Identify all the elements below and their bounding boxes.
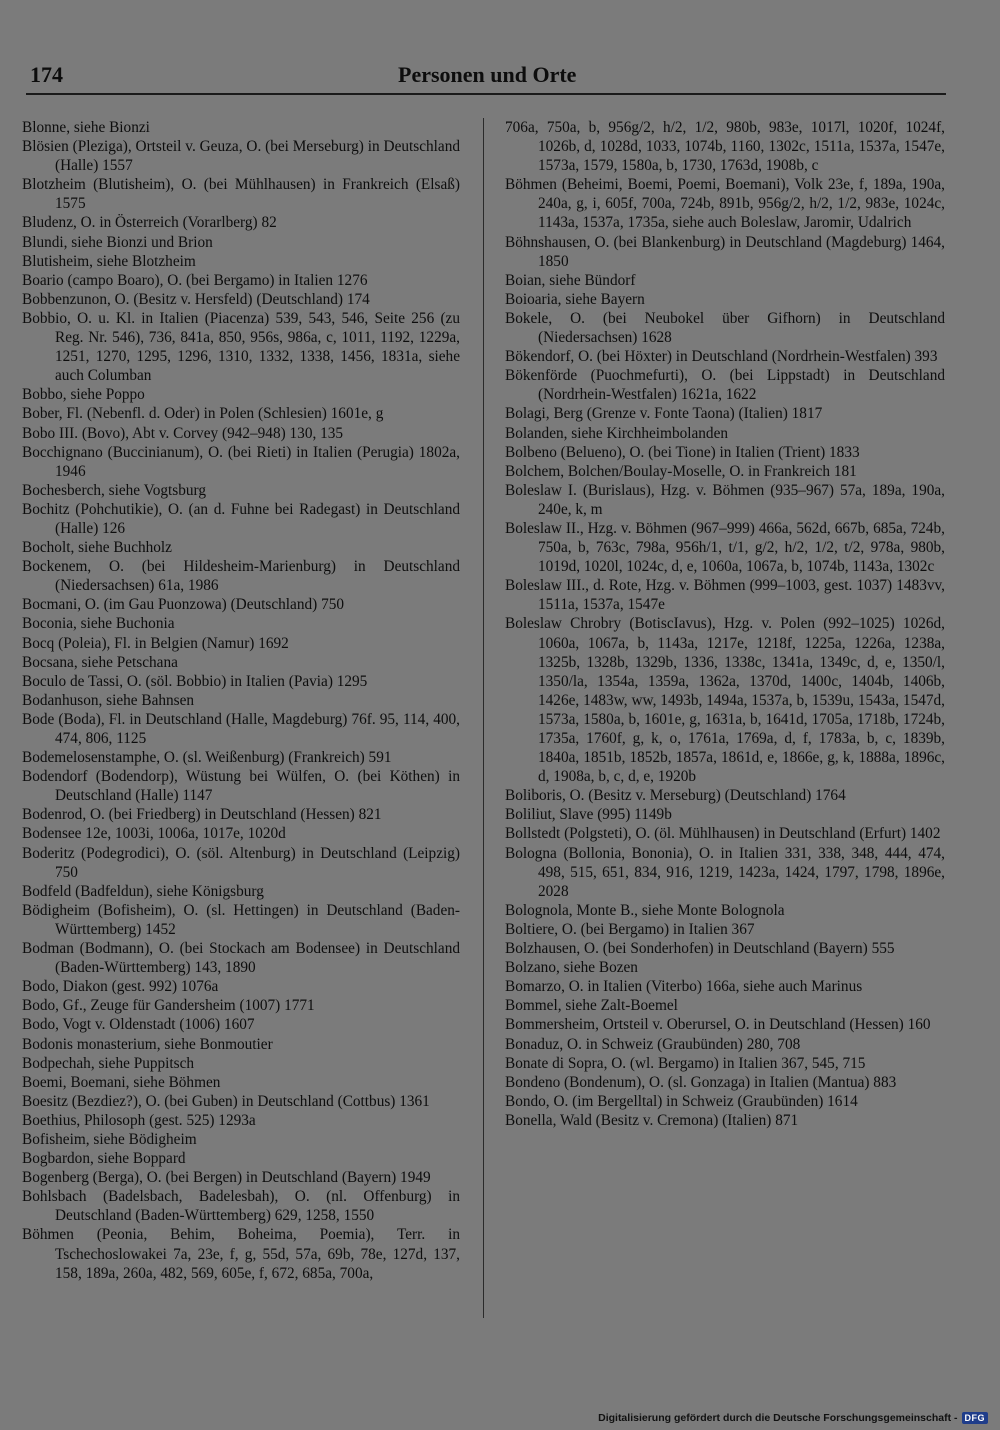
footer xyxy=(598,1412,988,1424)
index-entry: Bomarzo, O. in Italien (Viterbo) 166a, siehe auch Marinus xyxy=(505,978,863,996)
index-entry: Bonate di Sopra, O. (wl. Bergamo) in Italien 367, 545, 715 xyxy=(505,1054,866,1072)
index-entry: Boioaria, siehe Bayern xyxy=(505,290,645,308)
index-entry: Bodo, Gf., Zeuge für Gandersheim (1007) 1771 xyxy=(22,997,315,1015)
index-entry: 706a, 750a, b, 956g/2, h/2, 1/2, 980b, 983e, 1017l, 1020f, 1024f, 1026b, d, 1028d, 1033, 1074b, 1160, 1302c, 1511a, 1537a, 1547e, 1573a, 1579, 1580a, b, 1730, 1763d, 1908b, c xyxy=(505,119,945,175)
index-entry: Bodonis monasterium, siehe Bonmoutier xyxy=(22,1035,273,1053)
index-entry: Bogenberg (Berga), O. (bei Bergen) in Deutschland (Bayern) 1949 xyxy=(22,1169,431,1187)
column-divider xyxy=(483,118,484,1318)
index-entry: Blundi, siehe Bionzi und Brion xyxy=(22,233,213,251)
index-entry: Bode (Boda), Fl. in Deutschland (Halle, Magdeburg) 76f. 95, 114, 400, 474, 806, 1125 xyxy=(22,710,460,747)
page-header: Personen und Orte xyxy=(398,62,577,87)
index-entry: Bonella, Wald (Besitz v. Cremona) (Italien) 871 xyxy=(505,1111,799,1129)
index-entry: Boian, siehe Bündorf xyxy=(505,271,636,289)
index-entry: Bodman (Bodmann), O. (bei Stockach am Bodensee) in Deutschland (Baden-Württemberg) 143, 1890 xyxy=(22,940,460,977)
index-entry: Boculo de Tassi, O. (söl. Bobbio) in Italien (Pavia) 1295 xyxy=(22,672,368,690)
index-entry: Bochitz (Pohchutikie), O. (an d. Fuhne bei Radegast) in Deutschland (Halle) 126 xyxy=(22,500,460,537)
index-entry: Böhmen (Peonia, Behim, Boheima, Poemia), Terr. in Tschechoslowakei 7a, 23e, f, g, 55d, 57a, 69b, 78e, 127d, 137, 158, 189a, 260a, 482, 569, 605e, f, 672, 685a, 700a, xyxy=(22,1226,460,1282)
right-column xyxy=(505,118,945,1130)
index-entry: Boltiere, O. (bei Bergamo) in Italien 367 xyxy=(505,920,755,938)
index-entry: Bolognola, Monte B., siehe Monte Bolognola xyxy=(505,901,785,919)
index-entry: Bludenz, O. in Österreich (Vorarlberg) 82 xyxy=(22,214,277,232)
page-number: 174 xyxy=(30,62,63,87)
index-entry: Boliboris, O. (Besitz v. Merseburg) (Deutschland) 1764 xyxy=(505,787,846,805)
index-entry: Bolbeno (Belueno), O. (bei Tione) in Italien (Trient) 1833 xyxy=(505,443,860,461)
index-entry: Bobbenzunon, O. (Besitz v. Hersfeld) (Deutschland) 174 xyxy=(22,290,370,308)
index-entry: Böhmen (Beheimi, Boemi, Poemi, Boemani), Volk 23e, f, 189a, 190a, 240a, g, i, 605f, 700a, 724b, 891b, 956g/2, h/2, 1/2, 983e, 1024c, 1143a, 1537a, 1735a, siehe auch Boleslaw, Jaromir, Udalrich xyxy=(505,176,945,232)
index-entry: Bökendorf, O. (bei Höxter) in Deutschland (Nordrhein-Westfalen) 393 xyxy=(505,348,938,366)
index-entry: Boconia, siehe Buchonia xyxy=(22,615,175,633)
index-entry: Blonne, siehe Bionzi xyxy=(22,119,150,136)
index-entry: Bolagi, Berg (Grenze v. Fonte Taona) (Italien) 1817 xyxy=(505,405,823,423)
index-entry: Böhnshausen, O. (bei Blankenburg) in Deutschland (Magdeburg) 1464, 1850 xyxy=(505,233,945,270)
index-entry: Bockenem, O. (bei Hildesheim-Marienburg) in Deutschland (Niedersachsen) 61a, 1986 xyxy=(22,558,460,595)
left-column xyxy=(22,118,460,1283)
index-entry: Bocsana, siehe Petschana xyxy=(22,653,178,671)
index-entry: Blutisheim, siehe Blotzheim xyxy=(22,252,196,270)
index-entry: Blotzheim (Blutisheim), O. (bei Mühlhausen) in Frankreich (Elsaß) 1575 xyxy=(22,176,460,213)
index-entry: Bodo, Diakon (gest. 992) 1076a xyxy=(22,978,219,996)
index-entry: Boderitz (Podegrodici), O. (söl. Altenburg) in Deutschland (Leipzig) 750 xyxy=(22,844,460,881)
index-entry: Bodfeld (Badfeldun), siehe Königsburg xyxy=(22,882,264,900)
index-entry: Bolchem, Bolchen/Boulay-Moselle, O. in Frankreich 181 xyxy=(505,462,857,480)
index-entry: Bodensee 12e, 1003i, 1006a, 1017e, 1020d xyxy=(22,825,286,843)
index-entry: Bondo, O. (im Bergelltal) in Schweiz (Graubünden) 1614 xyxy=(505,1092,858,1110)
index-entry: Blösien (Pleziga), Ortsteil v. Geuza, O. (bei Merseburg) in Deutschland (Halle) 1557 xyxy=(22,138,460,175)
index-entry: Bohlsbach (Badelsbach, Badelesbah), O. (nl. Offenburg) in Deutschland (Baden-Württemberg) 629, 1258, 1550 xyxy=(22,1188,460,1225)
footer-text: Digitalisierung gefördert durch die Deutsche Forschungsgemeinschaft - xyxy=(598,1412,958,1424)
index-entry: Bodenrod, O. (bei Friedberg) in Deutschland (Hessen) 821 xyxy=(22,806,382,824)
index-entry: Bocq (Poleia), Fl. in Belgien (Namur) 1692 xyxy=(22,634,289,652)
index-entry: Bommel, siehe Zalt-Boemel xyxy=(505,997,678,1015)
index-entry: Bodanhuson, siehe Bahnsen xyxy=(22,691,195,709)
index-entry: Bofisheim, siehe Bödigheim xyxy=(22,1130,197,1148)
index-entry: Bokele, O. (bei Neubokel über Gifhorn) in Deutschland (Niedersachsen) 1628 xyxy=(505,309,945,347)
index-entry: Bodpechah, siehe Puppitsch xyxy=(22,1054,195,1072)
index-entry: Bökenförde (Puochmefurti), O. (bei Lippstadt) in Deutschland (Nordrhein-Westfalen) 1621a, 1622 xyxy=(505,367,945,404)
index-entry: Boleslaw I. (Burislaus), Hzg. v. Böhmen (935–967) 57a, 189a, 190a, 240e, k, m xyxy=(505,481,945,518)
index-entry: Bologna (Bollonia, Bononia), O. in Italien 331, 338, 348, 444, 474, 498, 515, 651, 834, 916, 1219, 1423a, 1424, 1797, 1798, 1896e, 2028 xyxy=(505,844,945,900)
index-entry: Bober, Fl. (Nebenfl. d. Oder) in Polen (Schlesien) 1601e, g xyxy=(22,405,384,423)
index-entry: Bommersheim, Ortsteil v. Oberursel, O. in Deutschland (Hessen) 160 xyxy=(505,1016,931,1034)
index-entry: Bocchignano (Buccinianum), O. (bei Rieti) in Italien (Perugia) 1802a, 1946 xyxy=(22,443,460,480)
index-entry: Bocholt, siehe Buchholz xyxy=(22,539,172,557)
index-entry: Bocmani, O. (im Gau Puonzowa) (Deutschland) 750 xyxy=(22,596,345,614)
index-entry: Bödigheim (Bofisheim), O. (sl. Hettingen) in Deutschland (Baden-Württemberg) 1452 xyxy=(22,901,460,938)
index-entry: Boario (campo Boaro), O. (bei Bergamo) in Italien 1276 xyxy=(22,271,368,289)
index-entry: Bochesberch, siehe Vogtsburg xyxy=(22,481,206,499)
index-entry: Bobbio, O. u. Kl. in Italien (Piacenza) 539, 543, 546, Seite 256 (zu Reg. Nr. 546), 736, 841a, 850, 956s, 986a, c, 1011, 1192, 1229a, 1251, 1270, 1295, 1296, 1310, 1332, 1338, 1456, 1831a, siehe auch Columban xyxy=(22,309,460,385)
index-entry: Bobo III. (Bovo), Abt v. Corvey (942–948) 130, 135 xyxy=(22,424,344,442)
dfg-logo: DFG xyxy=(962,1412,989,1424)
index-entry: Boliliut, Slave (995) 1149b xyxy=(505,806,672,824)
index-entry: Bodendorf (Bodendorp), Wüstung bei Wülfen, O. (bei Köthen) in Deutschland (Halle) 1147 xyxy=(22,768,460,805)
index-entry: Bondeno (Bondenum), O. (sl. Gonzaga) in Italien (Mantua) 883 xyxy=(505,1073,897,1091)
index-entry: Bollstedt (Polgsteti), O. (öl. Mühlhausen) in Deutschland (Erfurt) 1402 xyxy=(505,825,941,843)
index-entry: Bodemelosenstamphe, O. (sl. Weißenburg) (Frankreich) 591 xyxy=(22,749,392,767)
index-entry: Boleslaw II., Hzg. v. Böhmen (967–999) 466a, 562d, 667b, 685a, 724b, 750a, b, 763c, 798a, 956h/1, t/1, g/2, h/2, 1/2, t/2, 978a, 980b, 1019d, 1020l, 1024c, d, e, 1060a, 1067a, b, 1074b, 1143a, 1302c xyxy=(505,519,945,576)
index-entry: Bolzhausen, O. (bei Sonderhofen) in Deutschland (Bayern) 555 xyxy=(505,940,895,958)
index-entry: Bonaduz, O. in Schweiz (Graubünden) 280, 708 xyxy=(505,1035,801,1053)
index-entry: Boethius, Philosoph (gest. 525) 1293a xyxy=(22,1111,256,1129)
index-entry: Boleslaw Chrobry (BotiscIavus), Hzg. v. Polen (992–1025) 1026d, 1060a, 1067a, b, 1143a, 1217e, 1218f, 1225a, 1226a, 1238a, 1325b, 1328b, 1329b, 1336, 1338c, 1341a, 1349c, d, e, 1350/l, 1350/la, 1354a, 1359a, 1362a, 1370d, 1400c, 1404b, 1406b, 1426e, 1483w, ww, 1493b, 1494a, 1537a, b, 1539u, 1543a, 1547d, 1573a, 1580a, b, 1601e, g, 1631a, b, 1641d, 1705a, 1718b, 1724b, 1735a, 1760f, g, k, o, 1761a, 1769a, d, f, 1783a, b, c, 1839b, 1840a, 1851b, 1852b, 1857a, 1861d, e, 1866e, g, k, 1888a, 1896c, d, 1908a, b, c, d, e, 1920b xyxy=(505,615,945,786)
index-entry: Bodo, Vogt v. Oldenstadt (1006) 1607 xyxy=(22,1016,255,1034)
index-entry: Bolzano, siehe Bozen xyxy=(505,959,638,977)
index-entry: Bogbardon, siehe Boppard xyxy=(22,1150,186,1168)
index-entry: Boleslaw III., d. Rote, Hzg. v. Böhmen (999–1003, gest. 1037) 1483vv, 1511a, 1537a, 1547e xyxy=(505,577,945,614)
header-rule xyxy=(26,93,946,95)
index-entry: Bolanden, siehe Kirchheimbolanden xyxy=(505,424,729,442)
index-entry: Bobbo, siehe Poppo xyxy=(22,386,145,404)
index-entry: Boemi, Boemani, siehe Böhmen xyxy=(22,1073,221,1091)
index-entry: Boesitz (Bezdiez?), O. (bei Guben) in Deutschland (Cottbus) 1361 xyxy=(22,1092,430,1110)
